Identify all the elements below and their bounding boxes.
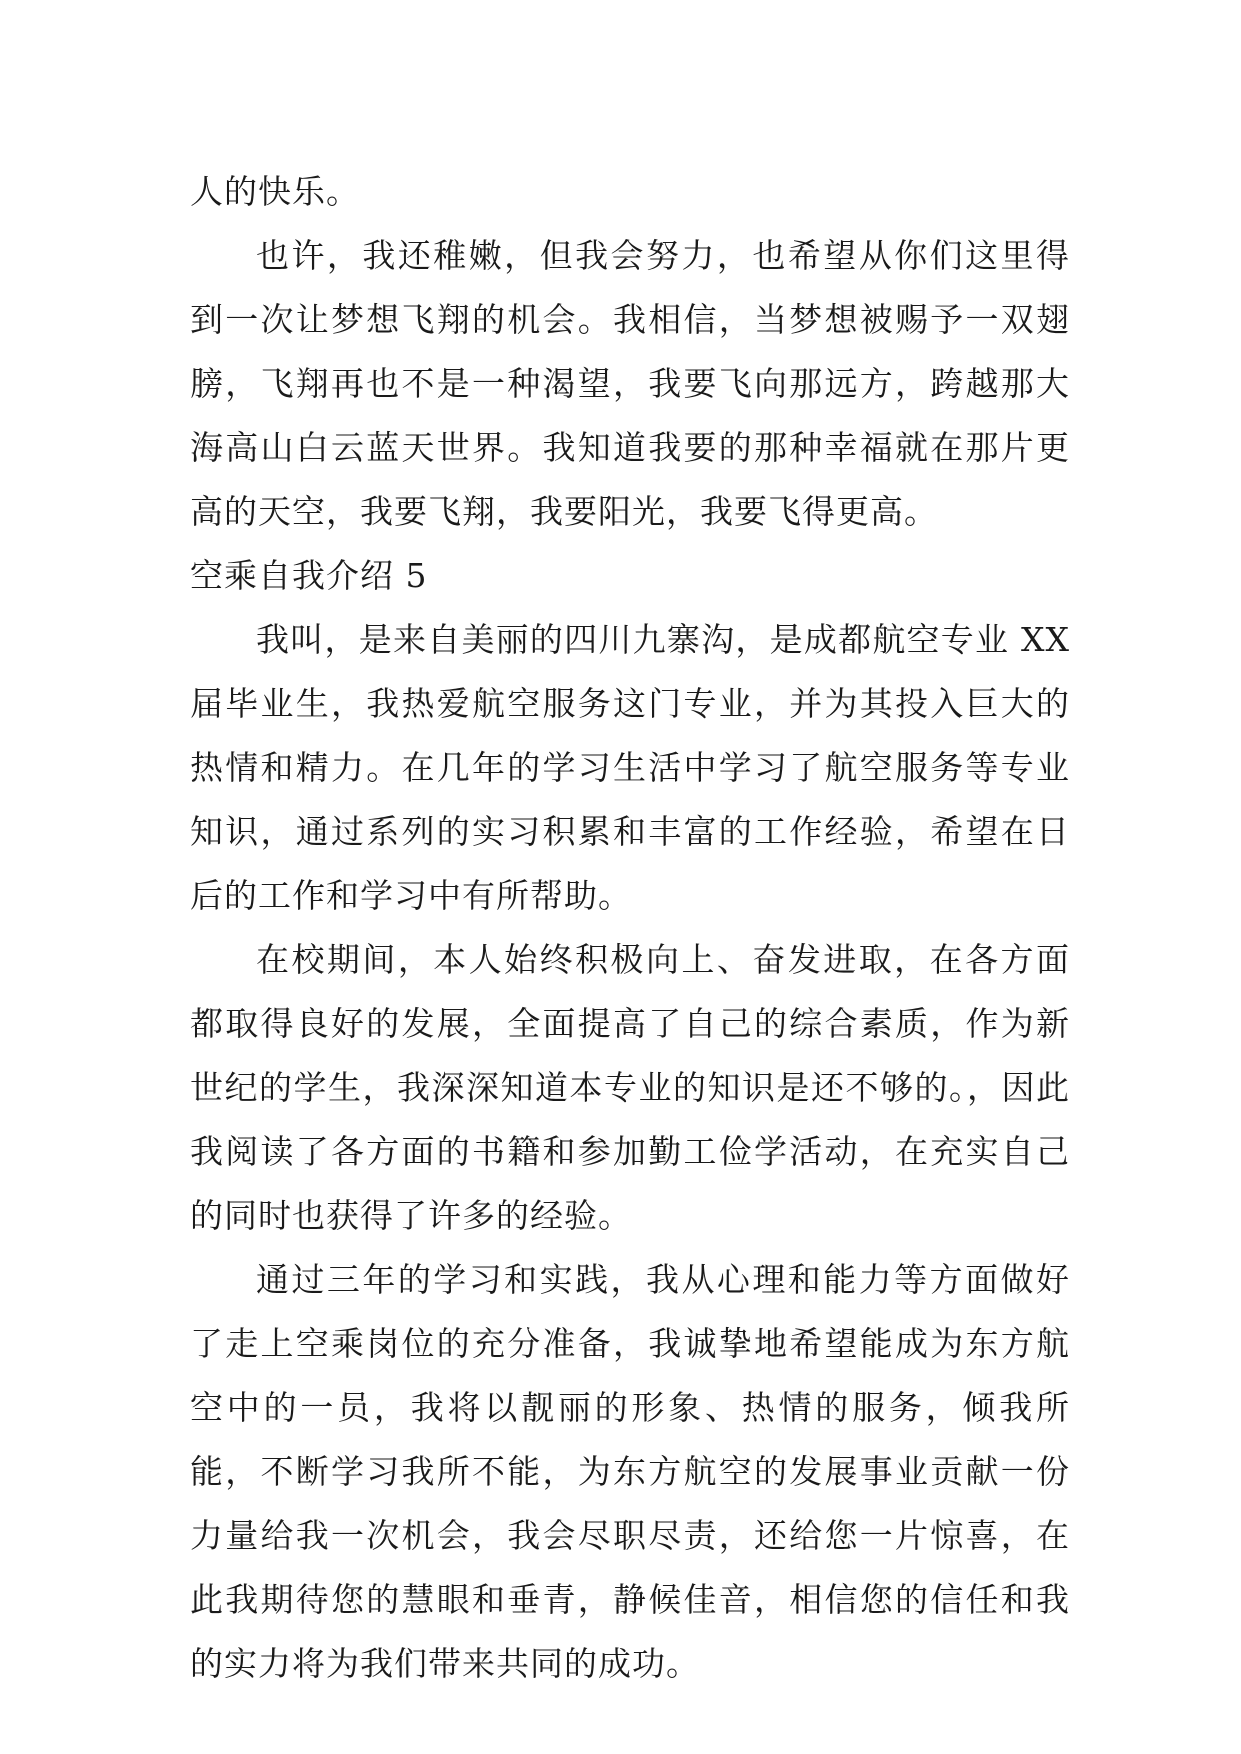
paragraph-4: 通过三年的学习和实践，我从心理和能力等方面做好了走上空乘岗位的充分准备，我诚挚地希望能成为东方航空中的一员，我将以靓丽的形象、热情的服务，倾我所能，不断学习我所不能，为东方航空的发展事业贡献一份力量给我一次机会，我会尽职尽责，还给您一片惊喜，在此我期待您的慧眼和垂青，静候佳音，相信您的信任和我的实力将为我们带来共同的成功。	[190, 1260, 1070, 1683]
paragraph-2: 我叫，是来自美丽的四川九寨沟，是成都航空专业 XX 届毕业生，我热爱航空服务这门专业，并为其投入巨大的热情和精力。在几年的学习生活中学习了航空服务等专业知识，通过系列的实习积累和丰富的工作经验，希望在日后的工作和学习中有所帮助。	[190, 620, 1070, 915]
paragraph-3: 在校期间，本人始终积极向上、奋发进取，在各方面都取得良好的发展，全面提高了自己的综合素质，作为新世纪的学生，我深深知道本专业的知识是还不够的。，因此我阅读了各方面的书籍和参加勤工俭学活动，在充实自己的同时也获得了许多的经验。	[190, 940, 1070, 1235]
section-title: 空乘自我介绍 5	[190, 556, 428, 595]
continuation-text: 人的快乐。	[190, 172, 360, 211]
document-body	[190, 160, 1070, 1696]
paragraph-1: 也许，我还稚嫩，但我会努力，也希望从你们这里得到一次让梦想飞翔的机会。我相信，当梦想被赐予一双翅膀，飞翔再也不是一种渴望，我要飞向那远方，跨越那大海高山白云蓝天世界。我知道我要的那种幸福就在那片更高的天空，我要飞翔，我要阳光，我要飞得更高。	[190, 236, 1070, 531]
